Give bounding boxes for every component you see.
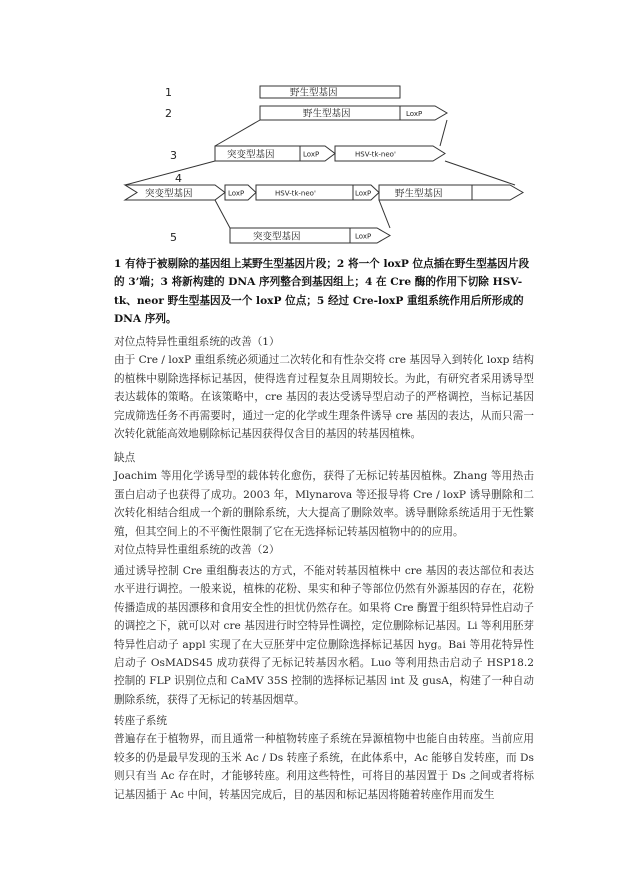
row4-hsv-neo-label: HSV-tk-neo' (275, 189, 316, 198)
section-4-body: 普遍存在于植物界，而且通常一种植物转座子系统在异源植物中也能自由转座。当前应用较多的仍是最早发现的玉米 Ac / Ds 转座子系统，在此体系中，Ac 能够自发转座，而 Ds 则只有当 Ac 存在时，才能够转座。利用这些特性，可将目的基因置于 Ds 之间或者将标记基因插于 Ac 中间，转基因完成后，目的基因和标记基因将随着转座作用而发生 (114, 733, 534, 801)
row4-right-arrow (472, 185, 523, 200)
section-2 (114, 449, 534, 559)
row-number-3: 3 (170, 149, 177, 162)
row4-loxp-label: LoxP (228, 189, 245, 198)
row4-wild-gene-label: 野生型基因 (395, 188, 443, 200)
row4-loxp-label-2: LoxP (355, 189, 372, 198)
section-3-heading: 对位点特异性重组系统的改善（2） (114, 544, 280, 557)
section-1-body: 由于 Cre / loxP 重组系统必须通过二次转化和有性杂交将 cre 基因导入到转化 loxp 结构的植株中剔除选择标记基因，使得选育过程复杂且周期较长。为此，有研究者采用诱导型表达载体的策略。在该策略中，cre 基因的表达受诱导型启动子的严格调控，当标记基因完成筛选任务不再需要时，通过一定的化学或生理条件诱导 cre 基因的表达，从而只需一次转化就能高效地剔除标记基因获得仅含目的基因的转基因植株。 (114, 354, 534, 441)
row-number-2: 2 (165, 107, 172, 120)
recombination-diagram (115, 80, 535, 250)
section-2-heading: 缺点 (114, 452, 136, 464)
row4-mutant-gene-label: 突变型基因 (145, 188, 193, 200)
row1-wild-gene-label: 野生型基因 (290, 87, 338, 99)
section-4-heading: 转座子系统 (114, 715, 167, 727)
row2-loxp-label: LoxP (406, 110, 423, 118)
section-3 (114, 562, 534, 709)
row-number-1: 1 (165, 86, 172, 99)
section-3-body: 通过诱导控制 Cre 重组酶表达的方式，不能对转基因植株中 cre 基因的表达部位和表达水平进行调控。一般来说，植株的花粉、果实和种子等部位仍然有外源基因的存在，花粉传播造成的基因漂移和食用安全性的担忧仍然存在。如果将 Cre 酶置于组织特异性启动子的调控之下，就可以对 cre 基因进行时空特异性调控，定位删除标记基因。Li 等利用胚芽特异性启动子 appl 实现了在大豆胚芽中定位删除选择标记基因 hyg。Bai 等用花特异性启动子 OsMADS45 成功获得了无标记转基因水稻。Luo 等利用热击启动子 HSP18.2 控制的 FLP 识别位点和 CaMV 35S 控制的选择标记基因 int 及 gusA，构建了一种自动删除系统，获得了无标记的转基因烟草。 (114, 565, 534, 706)
row2-wild-gene-label: 野生型基因 (303, 108, 351, 120)
row-number-4: 4 (175, 172, 182, 185)
row3-loxp-label: LoxP (303, 150, 320, 159)
row5-mutant-gene-label: 突变型基因 (253, 231, 301, 243)
row3-hsv-neo-label: HSV-tk-neo' (355, 150, 396, 159)
section-4 (114, 712, 534, 804)
figure-caption: 1 有待于被剔除的基因组上某野生型基因片段；2 将一个 loxP 位点插在野生型基因片段的 3’端；3 将新构建的 DNA 序列整合到基因组上；4 在 Cre 酶的作用下切除 HSV-tk、neor 野生型基因及一个 loxP 位点；5 经过 Cre-loxP 重组系统作用后所形成的 DNA 序列。 (114, 258, 530, 325)
row-number-5: 5 (170, 231, 177, 244)
section-2-body: Joachim 等用化学诱导型的载体转化愈伤，获得了无标记转基因植株。Zhang 等用热击蛋白启动子也获得了成功。2003 年，Mlynarova 等还报导将 Cre / loxP 诱导删除和二次转化相结合组成一个新的删除系统，大大提高了删除效率。诱导删除系统适用于无性繁殖，但其空间上的不平衡性限制了它在无选择标记转基因植物中的的应用。 (114, 470, 534, 538)
section-1 (114, 333, 534, 443)
section-1-heading: 对位点特异性重组系统的改善（1） (114, 336, 280, 348)
row3-mutant-gene-label: 突变型基因 (227, 149, 275, 161)
row5-loxp-label: LoxP (355, 232, 372, 241)
